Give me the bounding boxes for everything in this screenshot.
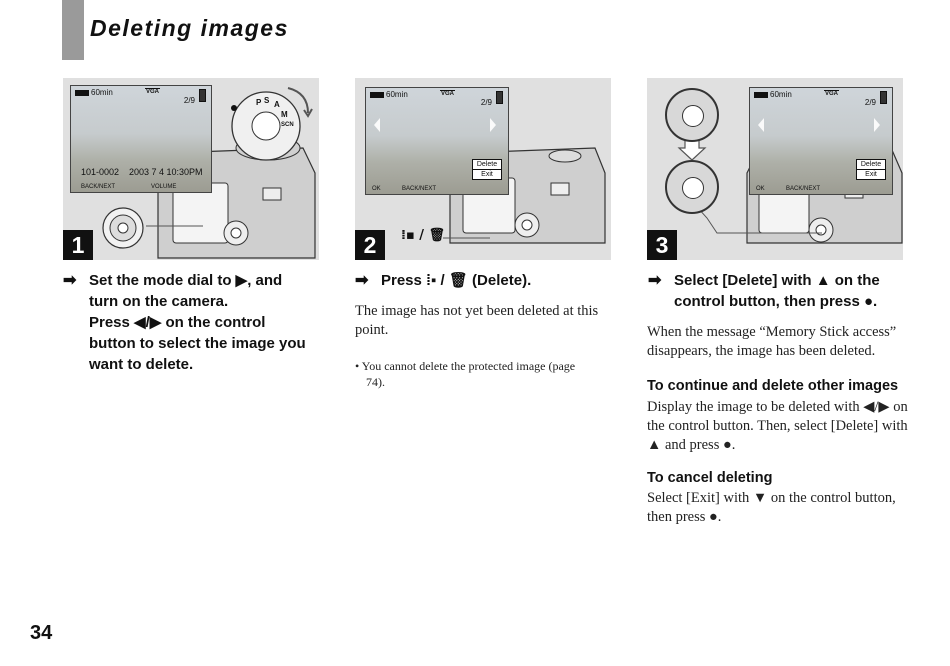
step-3-figure — [647, 78, 903, 260]
step-2-note: • You cannot delete the protected image (page 74). — [355, 359, 576, 389]
instruction-line: Set the mode dial to ▶, and — [89, 272, 283, 289]
menu-item-delete: Delete — [857, 160, 885, 169]
lcd-screen — [70, 85, 212, 193]
image-size-indicator: VGA — [146, 89, 160, 95]
file-number: 101-0002 — [81, 167, 120, 177]
mode-dial-label-p: P — [256, 98, 262, 107]
instruction-line: Press ⁞▪ / 🗑 (Delete). — [381, 272, 532, 289]
title-accent-bar — [62, 0, 84, 60]
step-2-body: The image has not yet been deleted at this point. — [355, 303, 599, 338]
lcd-footer-right: BACK/NEXT — [402, 186, 437, 192]
image-size-indicator: VGA — [825, 91, 839, 97]
continue-deleting-text: Display the image to be deleted with ◀/▶ on the control button. Then, select [Delete] with ▲ and press ●. — [647, 399, 908, 453]
battery-icon — [75, 90, 89, 96]
mode-dial-label-s: S — [264, 96, 270, 105]
next-arrow-icon — [874, 118, 880, 132]
battery-time: 60min — [91, 88, 113, 97]
instruction-line: control button, then press ●. — [674, 293, 878, 310]
menu-item-delete: Delete — [476, 161, 498, 168]
previous-arrow-icon — [374, 118, 380, 132]
control-button-center-icon — [665, 160, 719, 214]
arrow-right-icon: ➡ — [355, 272, 369, 289]
date-stamp: 2003 7 4 10:30PM — [129, 167, 203, 177]
lcd-footer-left: OK — [756, 186, 765, 192]
arrow-right-icon: ➡ — [648, 272, 662, 289]
menu-item-exit: Exit — [857, 169, 885, 179]
image-size-indicator: VGA — [441, 91, 455, 97]
arrow-right-icon: ➡ — [63, 272, 77, 289]
image-count: 2/9 — [864, 98, 876, 107]
lcd-screen — [749, 87, 893, 195]
step-2-figure — [355, 78, 611, 260]
battery-icon — [370, 92, 384, 98]
step-number: 1 — [63, 230, 93, 260]
image-count: 2/9 — [183, 96, 195, 105]
delete-menu — [856, 159, 886, 180]
step-number: 3 — [647, 230, 677, 260]
mode-dial-label-a: A — [274, 100, 280, 109]
delete-menu — [472, 159, 502, 180]
instruction-line: button to select the image you — [89, 335, 306, 352]
step-3-instruction — [648, 270, 914, 312]
instruction-line: turn on the camera. — [89, 293, 229, 310]
battery-time: 60min — [770, 90, 792, 99]
memory-card-icon — [199, 89, 206, 102]
lcd-footer-left: BACK/NEXT — [81, 184, 116, 190]
menu-item-exit: Exit — [473, 169, 501, 179]
instruction-line: Press ◀/▶ on the control — [89, 314, 266, 331]
lcd-footer-left: OK — [372, 186, 381, 192]
next-arrow-icon — [490, 118, 496, 132]
step-2-instruction — [355, 270, 611, 291]
lcd-footer-right: BACK/NEXT — [786, 186, 821, 192]
memory-card-icon — [880, 91, 887, 104]
step-1-figure — [63, 78, 319, 260]
battery-icon — [754, 92, 768, 98]
instruction-line: Select [Delete] with ▲ on the — [674, 272, 880, 289]
control-button-up-icon — [665, 88, 719, 142]
delete-button-symbol: ⁞▪ / 🗑 — [401, 228, 446, 243]
step-number: 2 — [355, 230, 385, 260]
cancel-deleting-heading: To cancel deleting — [647, 470, 773, 486]
image-count: 2/9 — [480, 98, 492, 107]
previous-arrow-icon — [758, 118, 764, 132]
page-title: Deleting images — [90, 15, 289, 41]
step-3-body: When the message “Memory Stick access” disappears, the image has been deleted. — [647, 324, 897, 359]
lcd-screen — [365, 87, 509, 195]
page-number: 34 — [30, 622, 53, 644]
battery-time: 60min — [386, 90, 408, 99]
instruction-line: want to delete. — [89, 356, 194, 373]
mode-dial-label-scn: SCN — [281, 122, 294, 128]
mode-dial-label-m: M — [281, 110, 288, 119]
step-1-instruction — [63, 270, 339, 375]
cancel-deleting-text: Select [Exit] with ▼ on the control button, then press ●. — [647, 490, 896, 525]
lcd-footer-right: VOLUME — [151, 184, 177, 190]
memory-card-icon — [496, 91, 503, 104]
continue-deleting-heading: To continue and delete other images — [647, 378, 899, 394]
